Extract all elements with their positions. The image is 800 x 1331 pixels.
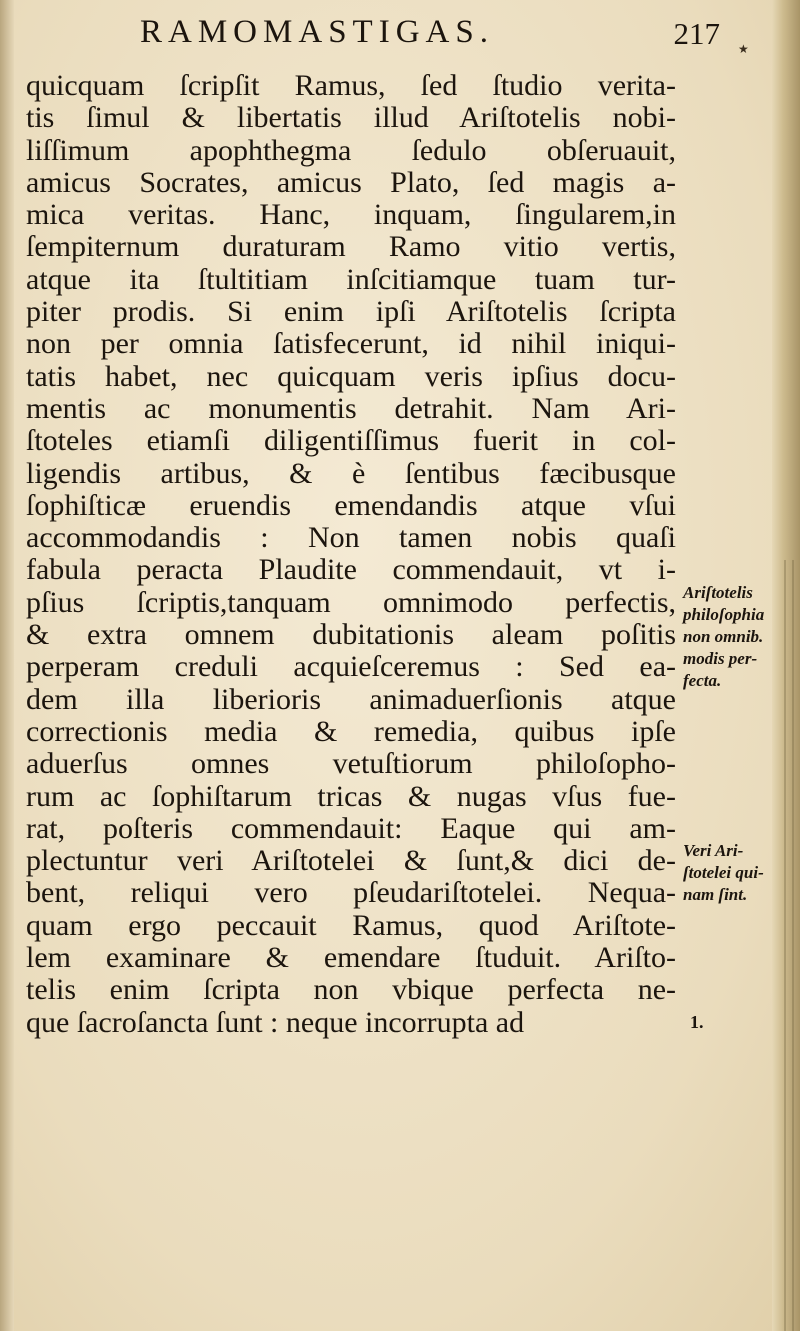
marginal-note-line: nam ſint.: [683, 885, 748, 904]
text-line: & extra omnem dubitationis aleam poſitis: [26, 618, 676, 652]
marginal-note-line: Ariſtotelis: [683, 583, 753, 602]
page-edge-line: [784, 560, 786, 1331]
text-line: ſophiſticæ eruendis emendandis atque vſui: [26, 488, 676, 522]
text-line: aduerſus omnes vetuſtiorum philoſopho-: [26, 747, 676, 781]
text-line: correctionis media & remedia, quibus ipſe: [26, 714, 676, 748]
running-head: RAMOMASTIGAS.: [140, 14, 494, 50]
page-edge: [772, 0, 800, 1331]
text-line: amicus Socrates, amicus Plato, ſed magis a-: [26, 165, 676, 199]
page-number: 217: [673, 16, 720, 51]
text-line: dem illa liberioris animaduerſionis atque: [26, 682, 676, 716]
marginal-note-line: ſtotelei qui-: [683, 863, 764, 882]
text-line: non per omnia ſatisfecerunt, id nihil iniqui-: [26, 327, 676, 361]
text-line: atque ita ſtultitiam inſcitiamque tuam tur-: [26, 262, 676, 296]
text-line: ſtoteles etiamſi diligentiſſimus fuerit in col-: [26, 424, 676, 458]
text-line: bent, reliqui vero pſeudariſtotelei. Nequa-: [26, 876, 676, 910]
marginal-number: 1.: [690, 1012, 704, 1032]
text-line: lem examinare & emendare ſtuduit. Ariſto-: [26, 941, 676, 975]
text-line: quam ergo peccauit Ramus, quod Ariſtote-: [26, 908, 676, 942]
body-text: [26, 70, 676, 1039]
text-line: mentis ac monumentis detrahit. Nam Ari-: [26, 391, 676, 425]
marginal-note-line: philoſophia: [683, 605, 765, 624]
text-line: plectuntur veri Ariſtotelei & ſunt,& dici de-: [26, 844, 676, 878]
marginal-note: [683, 582, 773, 692]
page-gutter: [0, 0, 14, 1331]
marginal-note-line: non omnib.: [683, 627, 764, 646]
marginal-note-line: modis per-: [683, 649, 758, 668]
text-line: piter prodis. Si enim ipſi Ariſtotelis ſcripta: [26, 295, 676, 329]
text-line: tatis habet, nec quicquam veris ipſius docu-: [26, 359, 676, 393]
text-line: quicquam ſcripſit Ramus, ſed ſtudio verita-: [26, 69, 676, 102]
text-line: fabula peracta Plaudite commendauit, vt i-: [26, 553, 676, 587]
text-line: ligendis artibus, & è ſentibus fæcibusque: [26, 456, 676, 490]
text-line: accommodandis : Non tamen nobis quaſi: [26, 521, 676, 555]
text-line: perperam creduli acquieſceremus : Sed ea-: [26, 650, 676, 684]
text-line: que ſacroſancta ſunt : neque incorrupta ad: [26, 1005, 525, 1039]
text-line: ſempiternum duraturam Ramo vitio vertis,: [26, 230, 676, 264]
text-line: mica veritas. Hanc, inquam, ſingularem,in: [26, 198, 676, 232]
marginal-note: [683, 840, 773, 906]
text-line: rat, poſteris commendauit: Eaque qui am-: [26, 811, 676, 845]
text-line: liſſimum apophthegma ſedulo obſeruauit,: [26, 133, 676, 167]
page-header: [140, 14, 720, 58]
star-icon: ★: [738, 42, 749, 56]
text-line: tis ſimul & libertatis illud Ariſtotelis nobi-: [26, 101, 676, 135]
marginal-note-line: Veri Ari-: [683, 841, 744, 860]
text-line: telis enim ſcripta non vbique perfecta ne-: [26, 973, 676, 1007]
text-line: rum ac ſophiſtarum tricas & nugas vſus fue-: [26, 779, 676, 813]
page-edge-line: [792, 560, 794, 1331]
text-line: pſius ſcriptis,tanquam omnimodo perfectis,: [26, 585, 676, 619]
marginal-note-line: fecta.: [683, 671, 722, 690]
